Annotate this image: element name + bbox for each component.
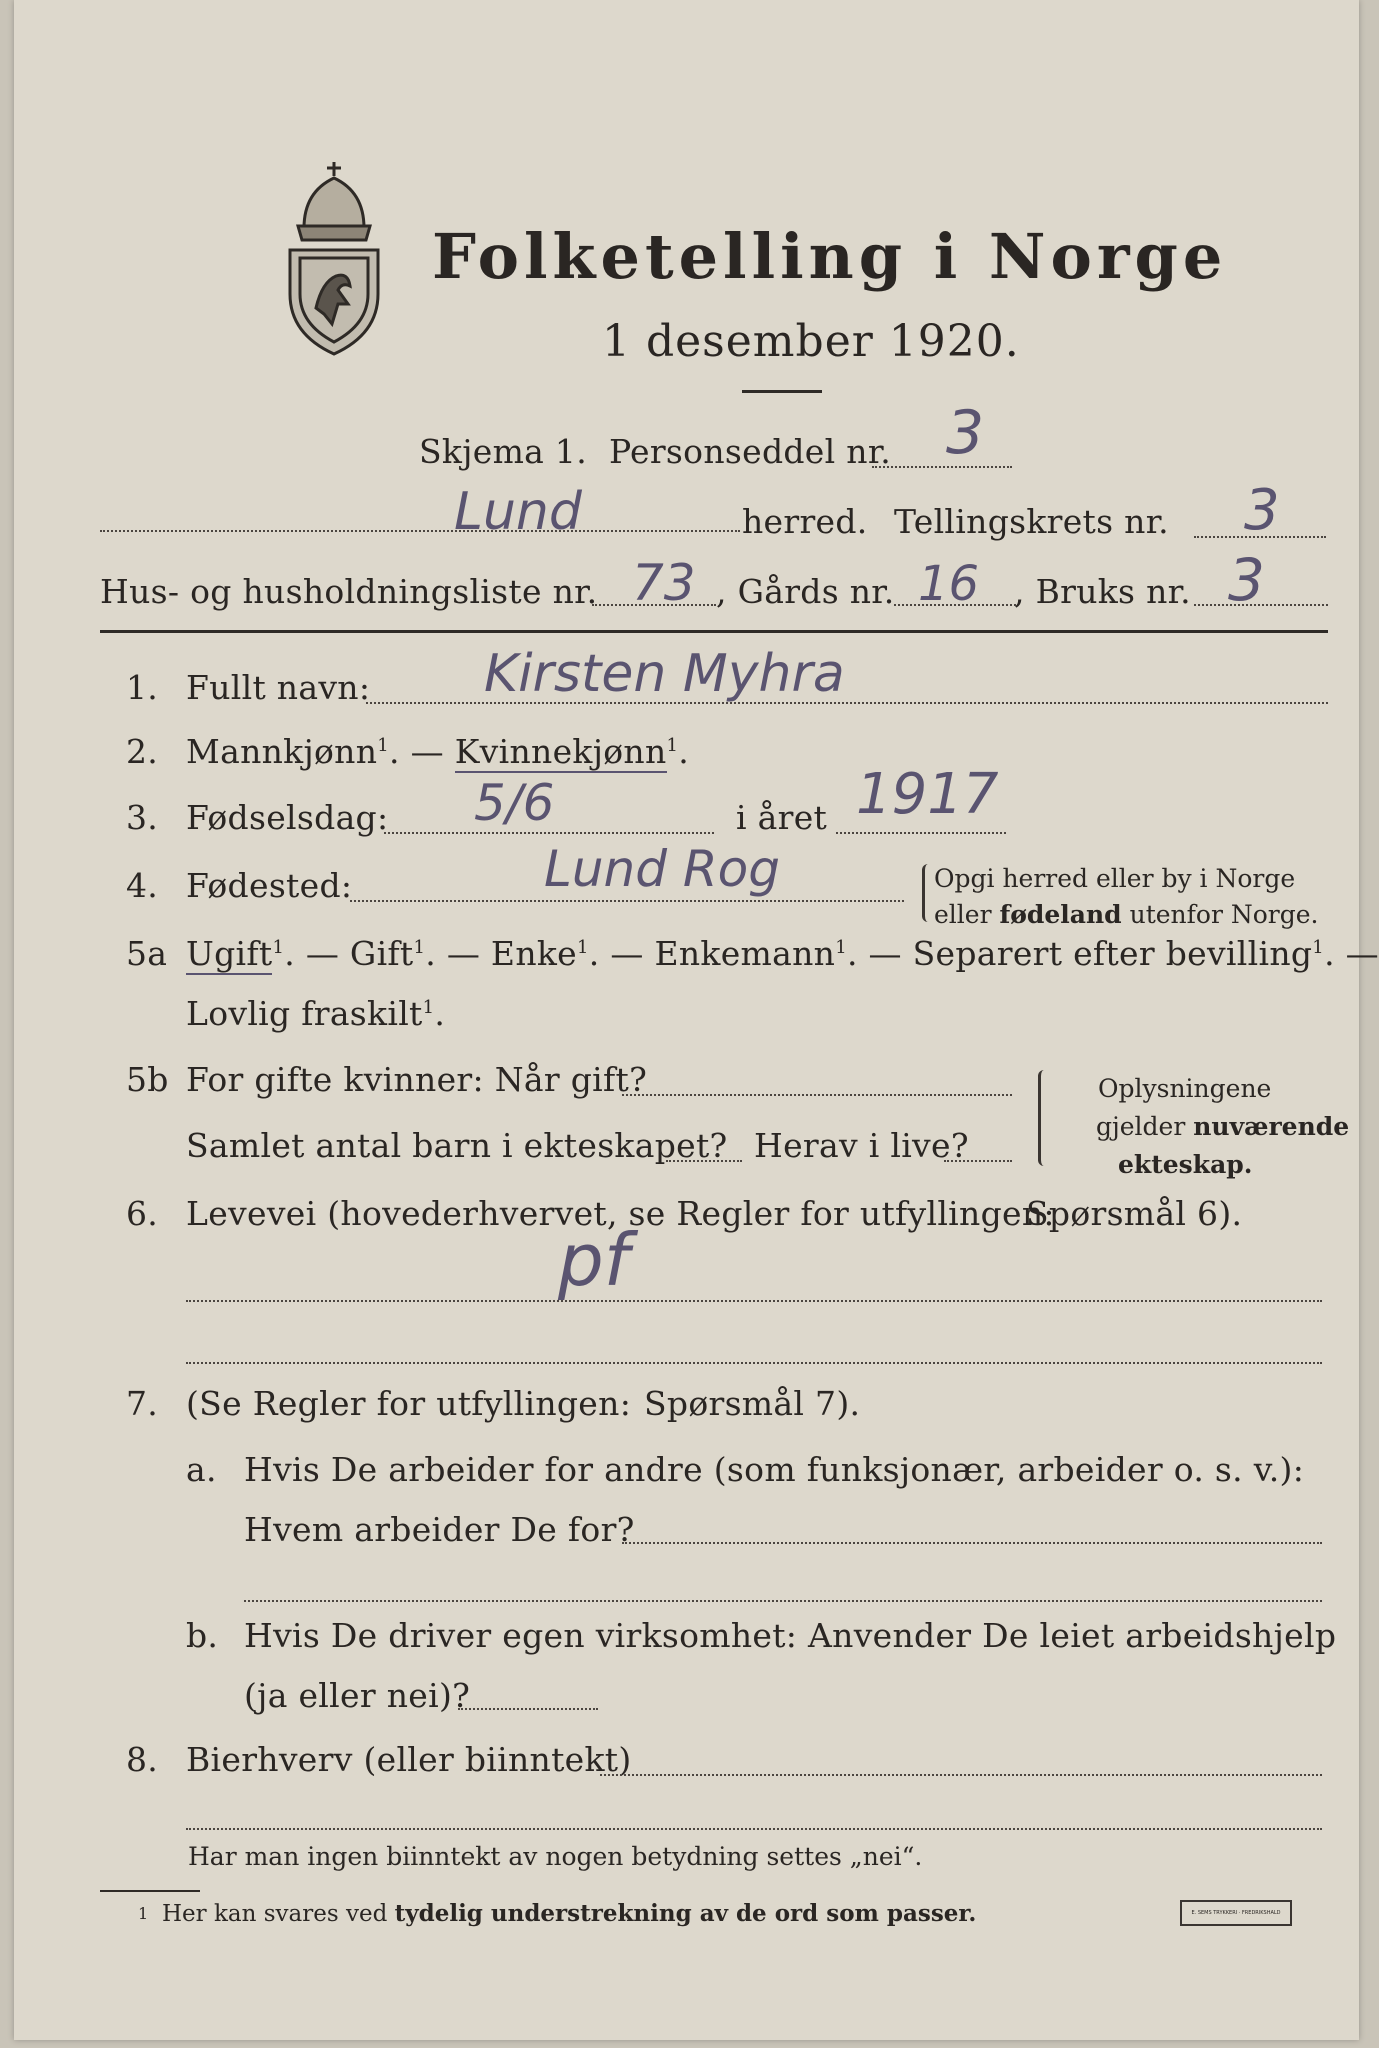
q6-field-line2: [186, 1362, 1322, 1364]
ugift-option[interactable]: Ugift: [186, 934, 273, 973]
separert-option[interactable]: . — Separert efter bevilling: [846, 934, 1313, 973]
kvinnekjonn-option[interactable]: Kvinnekjønn: [454, 732, 667, 771]
birthplace-value[interactable]: Lund Rog: [544, 840, 780, 898]
footnote-ref: 1: [413, 937, 426, 958]
personseddel-value[interactable]: 3: [946, 398, 985, 468]
q6-field-line1: [186, 1300, 1322, 1302]
i-live-field-line: [944, 1160, 1012, 1162]
q4-number: 4.: [126, 866, 159, 905]
note-text: gjelder: [1096, 1112, 1194, 1141]
q7b-letter: b.: [186, 1616, 219, 1655]
q2-options: [186, 732, 689, 771]
footnote-ref: 1: [666, 735, 679, 756]
q8-number: 8.: [126, 1740, 159, 1779]
q4-note-line2: [934, 900, 1318, 929]
birth-year-value[interactable]: 1917: [856, 762, 999, 827]
note-text: utenfor Norge.: [1121, 900, 1319, 929]
footnote-rule: [100, 1890, 200, 1892]
note-emphasis: nuværende: [1193, 1112, 1350, 1141]
gift-option[interactable]: . — Gift: [284, 934, 414, 973]
separator: .: [678, 732, 690, 771]
note-text: eller: [934, 900, 1000, 929]
q5b-note-brace: [1038, 1070, 1051, 1166]
enke-option[interactable]: . — Enke: [425, 934, 578, 973]
q5b-note-line3: ekteskap.: [1118, 1150, 1253, 1179]
herred-label: herred.: [742, 502, 868, 541]
q8-field-line1: [600, 1774, 1322, 1776]
q8-note: Har man ingen biinntekt av nogen betydning settes „nei“.: [188, 1842, 923, 1871]
census-form: [14, 0, 1379, 2040]
q5b-note-line1: Oplysningene: [1098, 1074, 1272, 1103]
q5b-label2: Samlet antal barn i ekteskapet?: [186, 1126, 728, 1165]
footnote-ref: 1: [835, 937, 847, 958]
full-name-value[interactable]: Kirsten Myhra: [484, 644, 845, 704]
birthday-value[interactable]: 5/6: [474, 774, 555, 832]
separator: .: [434, 994, 446, 1033]
footnote-text: [162, 1900, 976, 1927]
q7a-field-line2: [244, 1600, 1322, 1602]
q7-label-end: Spørsmål 7).: [644, 1384, 861, 1423]
herred-field-line: [100, 530, 740, 532]
q7-number: 7.: [126, 1384, 159, 1423]
q5a-line2: [186, 994, 445, 1033]
q5b-number: 5b: [126, 1060, 169, 1099]
q4-label: Fødested:: [186, 866, 353, 905]
q5a-options: [186, 934, 1379, 973]
q1-label: Fullt navn:: [186, 668, 371, 707]
bruks-label: , Bruks nr.: [1014, 572, 1191, 611]
q6-label: Levevei (hovederhvervet, se Regler for utfyllingen:: [186, 1194, 1055, 1233]
q5a-number: 5a: [126, 934, 168, 973]
form-date: 1 desember 1920.: [602, 316, 1020, 367]
q3-label: Fødselsdag:: [186, 798, 389, 837]
herred-value[interactable]: Lund: [454, 482, 582, 542]
enkemann-option[interactable]: . — Enkemann: [588, 934, 836, 973]
fraskilt-option[interactable]: Lovlig fraskilt: [186, 994, 423, 1033]
q5b-label3: Herav i live?: [754, 1126, 969, 1165]
naar-gift-field-line: [622, 1094, 1012, 1096]
footnote-bold: tydelig understrekning av de ord som passer.: [394, 1900, 977, 1927]
footnote-mark: 1: [138, 1904, 149, 1923]
occupation-value[interactable]: pf: [558, 1218, 630, 1302]
coat-of-arms-icon: [280, 158, 388, 354]
header-divider: [100, 630, 1328, 633]
personseddel-field-line: [872, 466, 1012, 468]
gaards-label: , Gårds nr.: [716, 572, 895, 611]
aaret-label: i året: [736, 798, 828, 837]
q5b-label1: For gifte kvinner: Når gift?: [186, 1060, 648, 1099]
q7b-field-line: [458, 1708, 598, 1710]
q6-label-end: Spørsmål 6).: [1026, 1194, 1243, 1233]
q7-label: (Se Regler for utfyllingen:: [186, 1384, 632, 1423]
footnote-ref: 1: [577, 937, 589, 958]
q2-number: 2.: [126, 732, 159, 771]
q3-field-line: [384, 832, 714, 834]
form-title: Folketelling i Norge: [432, 220, 1228, 293]
bruks-value[interactable]: 3: [1228, 546, 1265, 614]
tellingskrets-value[interactable]: 3: [1244, 478, 1280, 543]
q7a-field-line1: [622, 1542, 1322, 1544]
q8-field-line2: [186, 1828, 1322, 1830]
note-emphasis: fødeland: [999, 900, 1122, 929]
footnote-ref: 1: [377, 735, 390, 756]
q4-field-line: [350, 900, 904, 902]
footnote-ref: 1: [1312, 937, 1325, 958]
q4-note-line1: Opgi herred eller by i Norge: [934, 864, 1296, 893]
footnote-ref: 1: [422, 997, 435, 1018]
tellingskrets-label: Tellingskrets nr.: [894, 502, 1169, 541]
q7a-letter: a.: [186, 1450, 217, 1489]
mannkjonn-option[interactable]: Mannkjønn: [186, 732, 378, 771]
personseddel-label: Personseddel nr.: [609, 432, 892, 471]
printer-stamp: [1180, 1900, 1292, 1926]
printer-stamp-text: E. SEMS TRYKKERI · FREDRIKSHALD: [1191, 1910, 1281, 1916]
separator: . —: [389, 732, 455, 771]
q7b-text: Hvis De driver egen virksomhet: Anvender De leiet arbeidshjelp: [244, 1616, 1337, 1655]
q8-label: Bierhverv (eller biinntekt): [186, 1740, 632, 1779]
title-rule: [742, 390, 822, 393]
q3-number: 3.: [126, 798, 159, 837]
hus-value[interactable]: 73: [632, 554, 696, 612]
q5b-note-line2: [1096, 1112, 1349, 1141]
q7b-question: (ja eller nei)?: [244, 1676, 471, 1715]
q7a-question: Hvem arbeider De for?: [244, 1510, 635, 1549]
separator: . —: [1324, 934, 1379, 973]
antal-barn-field-line: [666, 1160, 742, 1162]
q6-number: 6.: [126, 1194, 159, 1233]
hus-label: Hus- og husholdningsliste nr.: [100, 572, 598, 611]
footnote-plain: Her kan svares ved: [162, 1901, 395, 1927]
gaards-value[interactable]: 16: [918, 556, 980, 612]
skjema-label: Skjema 1.: [419, 432, 588, 471]
aaret-field-line: [836, 832, 1006, 834]
q7a-text: Hvis De arbeider for andre (som funksjonær, arbeider o. s. v.):: [244, 1450, 1305, 1489]
footnote-ref: 1: [272, 937, 285, 958]
q1-number: 1.: [126, 668, 159, 707]
